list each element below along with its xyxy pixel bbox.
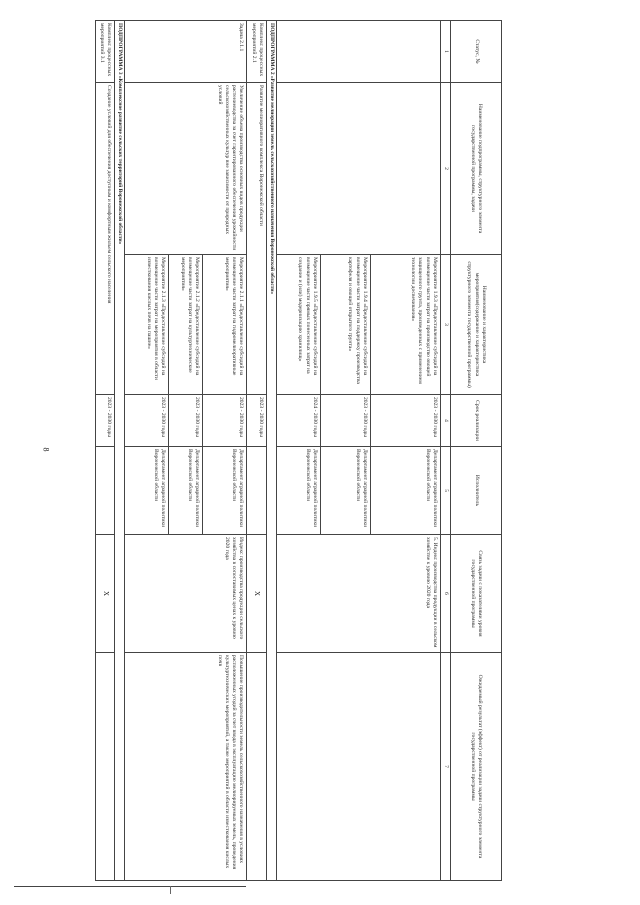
column-number: 5	[440, 447, 450, 535]
measure-cell: Мероприятие 1.9.3 «Предоставление субсидий на возмещение части затрат на производство овощей защищенного грунта, произведенных с применением технологии досвечивания»	[370, 255, 440, 395]
program-measures-table	[86, 20, 502, 880]
column-number: 4	[440, 395, 450, 447]
complex-label: Комплекс процессных мероприятий 3.1	[95, 21, 115, 83]
measure-cell: Мероприятие 2.1.3 «Предоставление субсидий на возмещение части затрат на мероприятия в области известкования кислых почв на пашне»	[125, 255, 169, 395]
measure-cell: Мероприятие 1.9.5 «Предоставление субсидий на возмещение части прямых понесенных затрат на создание и (или) модернизацию хранилищ»	[276, 255, 320, 395]
column-number: 6	[440, 535, 450, 653]
expected-result-cell: Повышение производительности земель сельскохозяйственного назначения в условиях расположенных угодий за счет ввода в эксплуатацию мелиорируемых земель, проведения культуртехнических мероприятий, а также мероприятий в области известкования кислых почв	[125, 653, 247, 881]
complex-row	[95, 21, 115, 881]
table-row	[203, 21, 247, 881]
status-cell	[276, 21, 440, 83]
complex-name: Создание условий для обеспечения доступным и комфортным жильем сельского населения	[95, 83, 115, 395]
subprogram-row	[115, 21, 125, 881]
term-cell: 2023 - 2030 годы	[370, 395, 440, 447]
measure-cell: Мероприятие 1.9.4 «Предоставление субсидий на возмещение части затрат на поддержку производства картофеля и овощей открытого грунта»	[320, 255, 370, 395]
page-number: 8	[41, 447, 51, 452]
indicator-link-cell: X	[247, 535, 267, 653]
executor-cell: Департамент аграрной политики Воронежской области	[320, 447, 370, 535]
executor-cell: Департамент аграрной политики Воронежской области	[125, 447, 169, 535]
expected-result-cell	[247, 653, 267, 881]
table-row	[370, 21, 440, 881]
task-label: Задача 2.1.1	[125, 21, 247, 83]
term-cell: 2023 - 2030 годы	[169, 395, 203, 447]
column-header: Статус, №	[451, 21, 502, 83]
column-header: Ожидаемый результат (эффект) от реализации задачи структурного элемента государственной программы	[451, 653, 502, 881]
executor-cell	[95, 447, 115, 535]
executor-cell: Департамент аграрной политики Воронежской области	[169, 447, 203, 535]
column-number: 7	[440, 653, 450, 881]
subprogram-row	[266, 21, 276, 881]
executor-cell: Департамент аграрной политики Воронежской области	[370, 447, 440, 535]
term-cell: 2023 - 2030 годы	[95, 395, 115, 447]
executor-cell: Департамент аграрной политики Воронежской области	[203, 447, 247, 535]
table-header-row	[451, 21, 502, 881]
complex-row	[247, 21, 267, 881]
term-cell: 2023 - 2030 годы	[125, 395, 169, 447]
scan-mark	[170, 886, 171, 894]
measure-cell: Мероприятие 2.1.2 «Предоставление субсидий на возмещение части затрат на культуртехнические мероприятия»	[169, 255, 203, 395]
complex-name: Развитие мелиоративного комплекса Воронежской области	[247, 83, 267, 395]
column-number: 3	[440, 255, 450, 395]
column-header: Наименование подпрограммы, структурного элемента государственной программы, задачи	[451, 83, 502, 255]
measure-cell: Мероприятие 2.1.1 «Предоставление субсидий на возмещение части затрат на гидромелиоративные мероприятия»	[203, 255, 247, 395]
term-cell: 2023 - 2030 годы	[320, 395, 370, 447]
column-header: Наименование и характеристика мероприятия(содержание и характеристика структурного элемента государственной программы)	[451, 255, 502, 395]
executor-cell	[247, 447, 267, 535]
task-description: Увеличение объема производства основных видов продукции растениеводства за счет гарантированного обеспечения урожайности сельскохозяйственных культур вне зависимости от природных условий	[125, 83, 247, 255]
term-cell: 2023 - 2030 годы	[247, 395, 267, 447]
column-number: 1	[440, 21, 450, 83]
expected-result-cell	[95, 653, 115, 881]
subprogram-title: ПОДПРОГРАММА 3 «Комплексное развитие сельских территорий Воронежской области»	[115, 21, 125, 881]
column-header: Связь задачи с показателями уровня государственной программы	[451, 535, 502, 653]
column-number-row	[440, 21, 450, 881]
column-header: Срок реализации	[451, 395, 502, 447]
column-header: Исполнитель	[451, 447, 502, 535]
term-cell: 2024 - 2030 годы	[276, 395, 320, 447]
expected-result-cell	[276, 653, 440, 881]
executor-cell: Департамент аграрной политики Воронежской области	[276, 447, 320, 535]
task-cell	[276, 83, 440, 255]
indicator-link-cell: 5. Индекс производства продукции в сельском хозяйстве к уровню 2020 года	[276, 535, 440, 653]
term-cell: 2023 - 2030 годы	[203, 395, 247, 447]
complex-label: Комплекс процессных мероприятий 2.1	[247, 21, 267, 83]
indicator-link-cell: Индекс производства продукции сельского хозяйства в сопоставимых ценах к уровню 2020 года	[125, 535, 247, 653]
bottom-rule	[14, 886, 246, 887]
column-number: 2	[440, 83, 450, 255]
indicator-link-cell: X	[95, 535, 115, 653]
subprogram-title: ПОДПРОГРАММА 2 «Развитие мелиорации земель сельскохозяйственного назначения Воронежской области»	[266, 21, 276, 881]
